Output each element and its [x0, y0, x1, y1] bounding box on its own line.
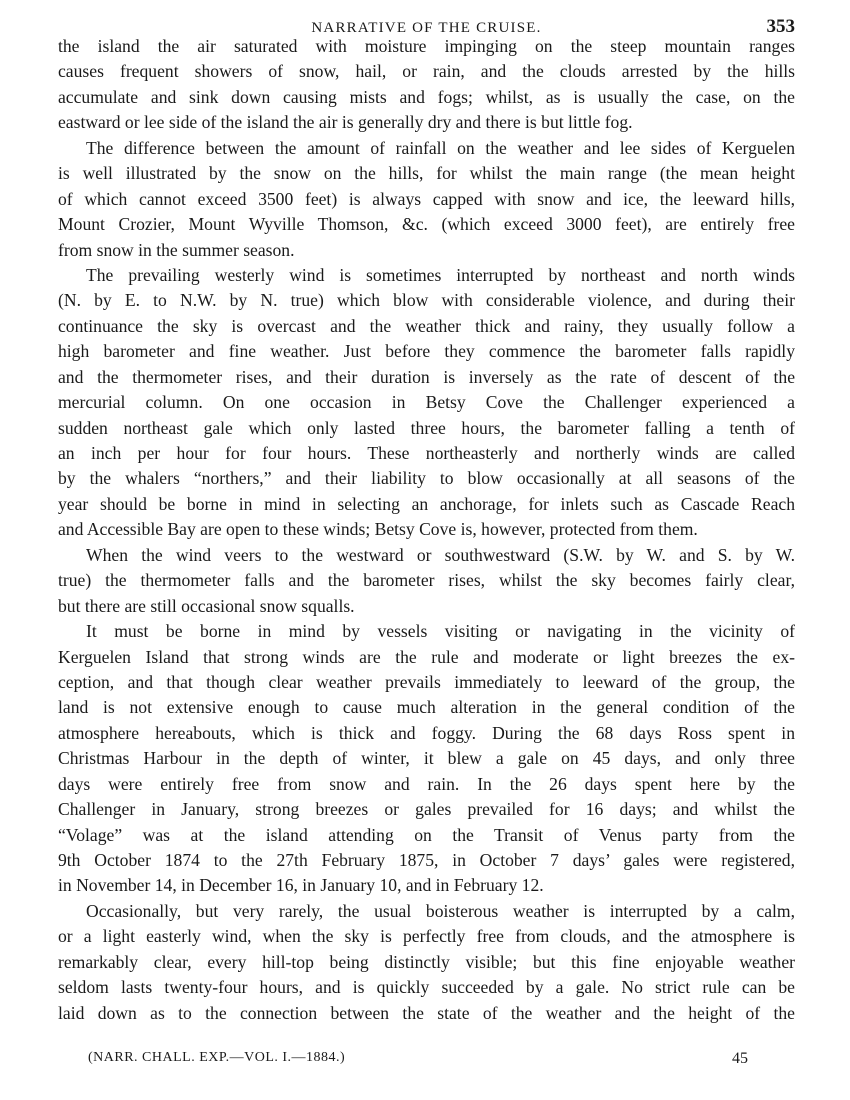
text-line: by the whalers “northers,” and their liability to blow occasionally at all seasons of the — [58, 468, 795, 489]
text-line: laid down as to the connection between the state of the weather and the height of the — [58, 1002, 795, 1023]
text-line: Mount Crozier, Mount Wyville Thomson, &c. (which exceed 3000 feet), are entirely free — [58, 214, 795, 235]
text-line: Kerguelen Island that strong winds are the rule and moderate or light breezes the ex- — [58, 646, 795, 667]
text-line: the island the air saturated with moisture impinging on the steep mountain ranges — [58, 36, 795, 56]
running-title: NARRATIVE OF THE CRUISE. — [311, 20, 542, 36]
text-line: Christmas Harbour in the depth of winter, it blew a gale on 45 days, and only three — [58, 748, 795, 769]
text-line: Challenger in January, strong breezes or gales prevailed for 16 days; and whilst the — [58, 799, 795, 820]
paragraph — [58, 619, 795, 899]
paragraph — [58, 136, 795, 263]
text-line: days were entirely free from snow and rain. In the 26 days spent here by the — [58, 773, 795, 794]
text-line: or a light easterly wind, when the sky is perfectly free from clouds, and the atmosphere is — [58, 926, 795, 947]
text-line: continuance the sky is overcast and the weather thick and rainy, they usually follow a — [58, 315, 795, 336]
text-line: land is not extensive enough to cause much alteration in the general condition of the — [58, 697, 795, 718]
text-line: from snow in the summer season. — [58, 239, 295, 260]
text-line: eastward or lee side of the island the air is generally dry and there is but little fog. — [58, 112, 633, 133]
paragraph — [58, 34, 795, 136]
text-line: ception, and that though clear weather prevails immediately to leeward of the group, the — [58, 671, 795, 692]
text-line: seldom lasts twenty-four hours, and is quickly succeeded by a gale. No strict rule can be — [58, 977, 795, 998]
text-line: in November 14, in December 16, in January 10, and in February 12. — [58, 875, 544, 896]
text-line: high barometer and fine weather. Just before they commence the barometer falls rapidly — [58, 341, 795, 362]
text-line: an inch per hour for four hours. These northeasterly and northerly winds are called — [58, 443, 795, 463]
paragraph — [58, 263, 795, 543]
text-line: causes frequent showers of snow, hail, or rain, and the clouds arrested by the hills — [58, 61, 795, 82]
text-line: is well illustrated by the snow on the hills, for whilst the main range (the mean height — [58, 163, 795, 184]
body-text — [58, 34, 795, 1026]
text-line: mercurial column. On one occasion in Betsy Cove the Challenger experienced a — [58, 392, 795, 413]
text-line: and the thermometer rises, and their duration is inversely as the rate of descent of the — [58, 366, 795, 387]
text-line: of which cannot exceed 3500 feet) is always capped with snow and ice, the leeward hills, — [58, 188, 795, 209]
text-line: true) the thermometer falls and the barometer rises, whilst the sky becomes fairly clear, — [58, 570, 795, 591]
text-line: Occasionally, but very rarely, the usual boisterous weather is interrupted by a calm, — [86, 900, 795, 921]
paragraph — [58, 899, 795, 1026]
text-line: The difference between the amount of rainfall on the weather and lee sides of Kerguelen — [86, 137, 795, 158]
text-line: but there are still occasional snow squalls. — [58, 595, 355, 616]
text-line: It must be borne in mind by vessels visiting or navigating in the vicinity of — [86, 621, 795, 642]
text-line: sudden northeast gale which only lasted three hours, the barometer falling a tenth of — [58, 417, 795, 438]
text-line: When the wind veers to the westward or southwestward (S.W. by W. and S. by W. — [86, 544, 795, 565]
text-line: “Volage” was at the island attending on the Transit of Venus party from the — [58, 824, 795, 845]
page-number: 353 — [766, 16, 795, 37]
printer-signature: (NARR. CHALL. EXP.—VOL. I.—1884.) — [88, 1050, 346, 1065]
text-line: and Accessible Bay are open to these winds; Betsy Cove is, however, protected from them. — [58, 519, 698, 540]
text-line: year should be borne in mind in selecting an anchorage, for inlets such as Cascade Reach — [58, 493, 795, 514]
paragraph — [58, 543, 795, 619]
text-line: (N. by E. to N.W. by N. true) which blow with considerable violence, and during their — [58, 290, 795, 311]
text-line: The prevailing westerly wind is sometimes interrupted by northeast and north winds — [86, 264, 795, 285]
text-line: atmosphere hereabouts, which is thick and foggy. During the 68 days Ross spent in — [58, 722, 795, 743]
text-line: 9th October 1874 to the 27th February 1875, in October 7 days’ gales were registered, — [58, 850, 795, 870]
signature-number: 45 — [732, 1050, 748, 1067]
text-line: remarkably clear, every hill-top being distinctly visible; but this fine enjoyable weather — [58, 951, 795, 972]
text-line: accumulate and sink down causing mists and fogs; whilst, as is usually the case, on the — [58, 86, 795, 107]
